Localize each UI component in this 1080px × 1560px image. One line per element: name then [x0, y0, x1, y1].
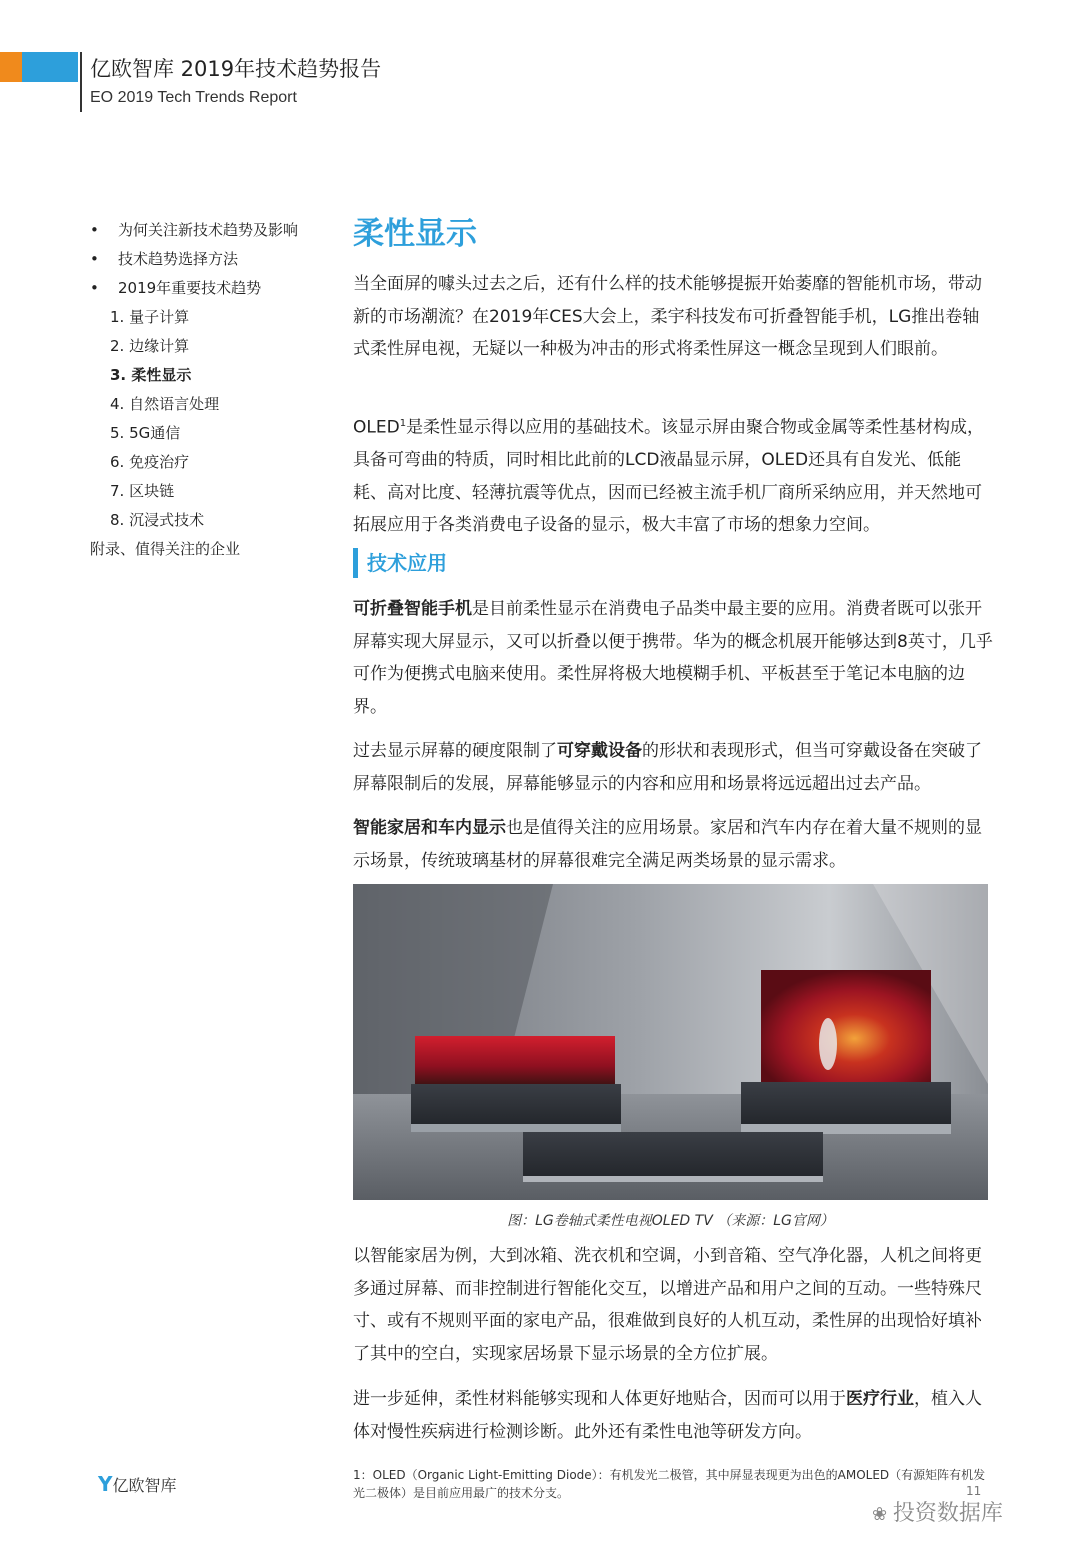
section-accent-bar	[353, 548, 358, 578]
wechat-icon: ❀	[872, 1504, 893, 1525]
toc-item-method[interactable]: • 技术趋势选择方法	[90, 245, 330, 274]
toc-item-2019-trends[interactable]: • 2019年重要技术趋势	[90, 274, 330, 303]
toc-item-immersive[interactable]: 8. 沉浸式技术	[110, 511, 205, 529]
toc-item-blockchain[interactable]: 7. 区块链	[110, 482, 175, 500]
paragraph-wearable: 过去显示屏幕的硬度限制了可穿戴设备的形状和表现形式，但当可穿戴设备在突破了屏幕限制后的发展，屏幕能够显示的内容和应用和场景将远远超出过去产品。	[353, 741, 982, 794]
logo-icon: Y	[98, 1472, 113, 1496]
table-of-contents	[90, 216, 330, 564]
toc-item-5g[interactable]: 5. 5G通信	[110, 424, 181, 442]
paragraph-home-example: 以智能家居为例，大到冰箱、洗衣机和空调，小到音箱、空气净化器，人机之间将更多通过屏幕、而非控制进行智能化交互，以增进产品和用户之间的互动。一些特殊尺寸、或有不规则平面的家电产品，很难做到良好的人机互动，柔性屏的出现恰好填补了其中的空白，实现家居场景下显示场景的全方位扩展。	[353, 1246, 982, 1364]
brand-logo: Y亿欧智库	[98, 1472, 177, 1496]
paragraph-smart-home: 智能家居和车内显示也是值得关注的应用场景。家居和汽车内存在着大量不规则的显示场景，传统玻璃基材的屏幕很难完全满足两类场景的显示需求。	[353, 818, 982, 871]
toc-item-quantum[interactable]: 1. 量子计算	[110, 308, 190, 326]
section-title: 技术应用	[367, 551, 447, 575]
paragraph-foldable: 可折叠智能手机是目前柔性显示在消费电子品类中最主要的应用。消费者既可以张开屏幕实现大屏显示，又可以折叠以便于携带。华为的概念机展开能够达到8英寸，几乎可作为便携式电脑来使用。柔性屏将极大地模糊手机、平板甚至于笔记本电脑的边界。	[353, 599, 993, 717]
toc-item-nlp[interactable]: 4. 自然语言处理	[110, 395, 220, 413]
lg-rollable-tv-photo	[353, 884, 988, 1200]
header-divider	[80, 52, 82, 112]
report-subtitle: EO 2019 Tech Trends Report	[90, 89, 297, 106]
paragraph-oled: OLED$^1$是柔性显示得以应用的基础技术。该显示屏由聚合物或金属等柔性基材构成，具备可弯曲的特质，同时相比此前的LCD液晶显示屏，OLED还具有自发光、低能耗、高对比度、轻薄抗震等优点，因而已经被主流手机厂商所采纳应用，并天然地可拓展应用于各类消费电子设备的显示，极大丰富了市场的想象力空间。	[353, 417, 985, 536]
page-number: 11	[966, 1484, 982, 1498]
page-title: 柔性显示	[353, 216, 477, 252]
report-title: 亿欧智库 2019年技术趋势报告	[90, 57, 382, 81]
footnote-ref[interactable]: 1	[399, 418, 407, 429]
watermark: ❀ 投资数据库	[872, 1501, 1003, 1526]
paragraph-medical: 进一步延伸，柔性材料能够实现和人体更好地贴合，因而可以用于医疗行业，植入人体对慢性疾病进行检测诊断。此外还有柔性电池等研发方向。	[353, 1389, 982, 1442]
toc-item-why-trends[interactable]: • 为何关注新技术趋势及影响	[90, 216, 330, 245]
footnote: 1：OLED（Organic Light-Emitting Diode）：有机发光二极管，其中屏显表现更为出色的AMOLED（有源矩阵有机发光二极体）是目前应用最广的技术分支。	[353, 1468, 986, 1500]
header-blue-block	[22, 52, 78, 82]
toc-item-immunotherapy[interactable]: 6. 免疫治疗	[110, 453, 190, 471]
paragraph-intro: 当全面屏的噱头过去之后，还有什么样的技术能够提振开始萎靡的智能机市场，带动新的市场潮流？在2019年CES大会上，柔宇科技发布可折叠智能手机，LG推出卷轴式柔性屏电视，无疑以一种极为冲击的形式将柔性屏这一概念呈现到人们眼前。	[353, 274, 982, 359]
bullet-icon: •	[90, 221, 99, 239]
photo-caption: 图：LG卷轴式柔性电视OLED TV （来源：LG官网）	[507, 1213, 834, 1229]
toc-item-flexible-display[interactable]: 3. 柔性显示	[110, 366, 192, 384]
bullet-icon: •	[90, 250, 99, 268]
toc-item-edge[interactable]: 2. 边缘计算	[110, 337, 190, 355]
header-orange-block	[0, 52, 22, 82]
toc-item-appendix[interactable]: 附录、值得关注的企业	[90, 540, 241, 558]
bullet-icon: •	[90, 279, 99, 297]
